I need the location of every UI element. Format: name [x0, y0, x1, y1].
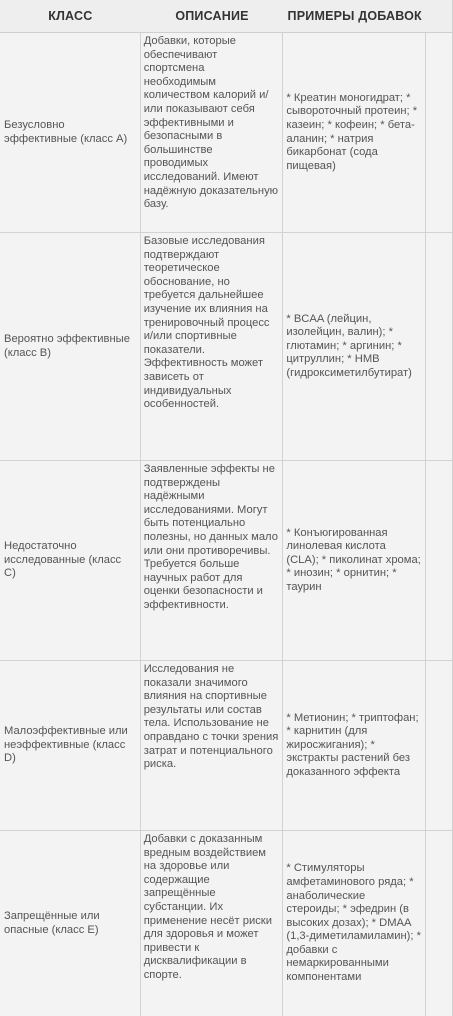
- description-cell: Базовые исследования подтверждают теоретическое обоснование, но требуется дальнейшее изучение их влияния на тренировочный процесс и/или спортивные показатели. Эффективность может зависеть от индивидуальных особенностей.: [141, 233, 284, 460]
- spacer-cell: [426, 661, 452, 830]
- class-cell: Недостаточно исследованные (класс C): [0, 461, 141, 660]
- examples-cell: * Метионин; * триптофан; * карнитин (для жиросжигания); * экстракты растений без доказанного эффекта: [283, 661, 426, 830]
- class-cell: Малоэффективные или неэффективные (класс D): [0, 661, 141, 830]
- description-cell: Добавки с доказанным вредным воздействием на здоровье или содержащие запрещённые субстанции. Их применение несёт риски для здоровья и может привести к дисквалификации в спорте.: [141, 831, 284, 1016]
- examples-cell: * Стимуляторы амфетаминового ряда; * анаболические стероиды; * эфедрин (в высоких дозах); * DMAA (1,3-диметиламиламин); * добавки с немаркированными компонентами: [283, 831, 426, 1016]
- table-row: [0, 33, 452, 233]
- class-cell: Вероятно эффективные (класс B): [0, 233, 141, 460]
- description-cell: Добавки, которые обеспечивают спортсмена необходимым количеством калорий и/или показывают себя эффективными и безопасными в большинстве проводимых исследований. Имеют надёжную доказательную базу.: [141, 33, 284, 232]
- examples-cell: * BCAA (лейцин, изолейцин, валин); * глютамин; * аргинин; * цитруллин; * HMB (гидроксиметилбутират): [283, 233, 426, 460]
- spacer-cell: [426, 831, 452, 1016]
- class-cell: Запрещённые или опасные (класс E): [0, 831, 141, 1016]
- table-row: [0, 831, 452, 1016]
- header-class: КЛАСС: [48, 9, 93, 23]
- examples-cell: * Конъюгированная линолевая кислота (CLA); * пиколинат хрома; * инозин; * орнитин; * таурин: [283, 461, 426, 660]
- examples-cell: * Креатин моногидрат; * сывороточный протеин; * казеин; * кофеин; * бета-аланин; * натрия бикарбонат (сода пищевая): [283, 33, 426, 232]
- table-row: [0, 461, 452, 661]
- header-spacer: [426, 0, 452, 32]
- table-row: [0, 661, 452, 831]
- table-row: [0, 233, 452, 461]
- description-cell: Исследования не показали значимого влияния на спортивные результаты или состав тела. Использование не оправдано с точки зрения затрат и потенциального риска.: [141, 661, 284, 830]
- table-header: [0, 0, 452, 33]
- spacer-cell: [426, 461, 452, 660]
- class-cell: Безусловно эффективные (класс A): [0, 33, 141, 232]
- description-cell: Заявленные эффекты не подтверждены надёжными исследованиями. Могут быть потенциально полезны, но данных мало или они противоречивы. Требуется больше научных работ для оценки безопасности и эффективности.: [141, 461, 284, 660]
- spacer-cell: [426, 233, 452, 460]
- spacer-cell: [426, 33, 452, 232]
- header-description: ОПИСАНИЕ: [175, 9, 249, 23]
- header-examples: ПРИМЕРЫ ДОБАВОК: [287, 9, 422, 23]
